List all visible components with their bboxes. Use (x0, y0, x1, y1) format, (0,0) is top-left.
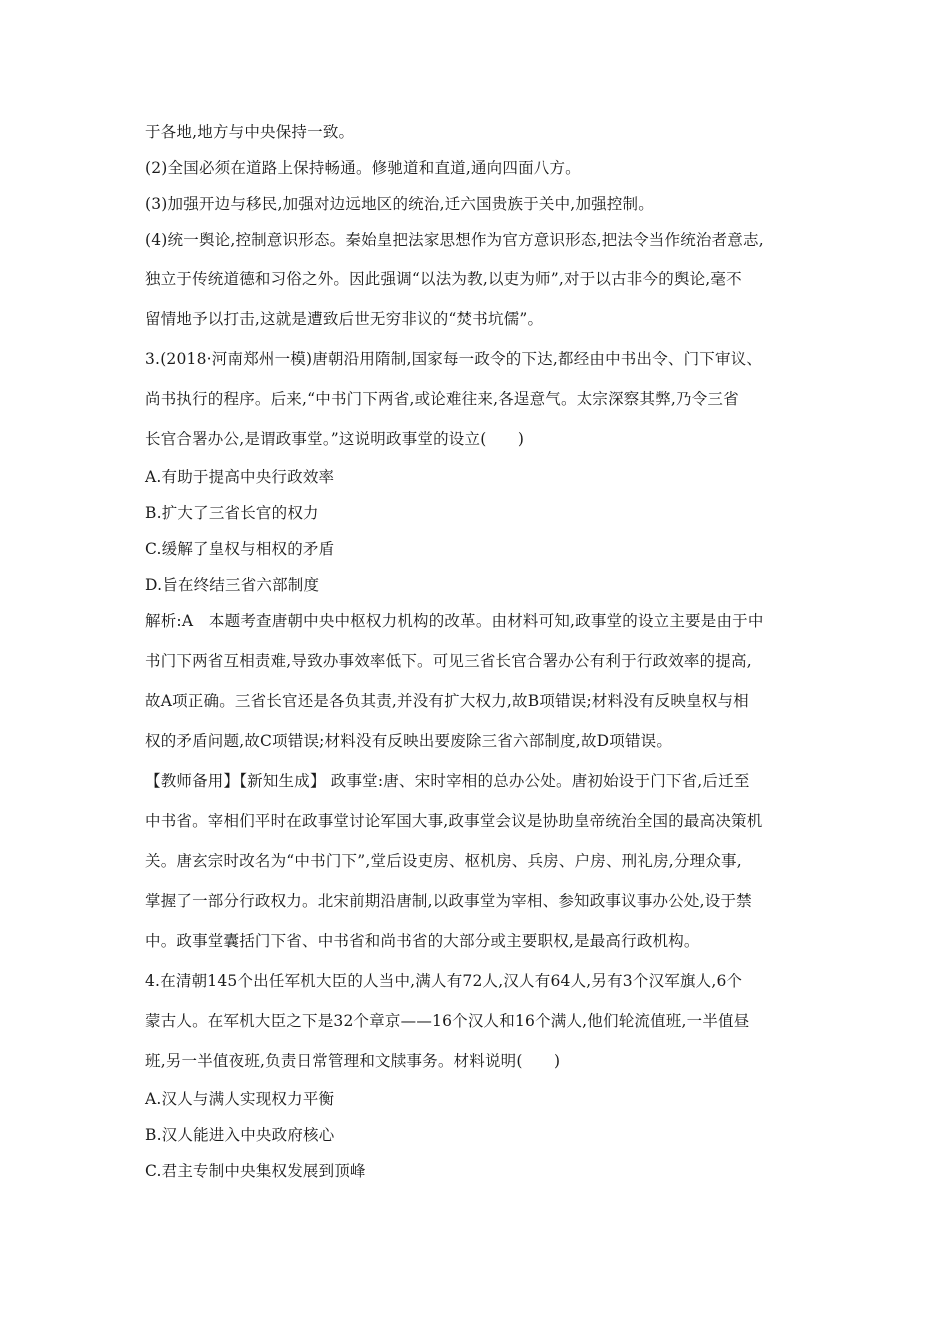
analysis-text: 书门下两省互相责难,导致办事效率低下。可见三省长官合署办公有利于行政效率的提高, (145, 652, 752, 670)
text-line: 于各地,地方与中央保持一致。 (145, 123, 355, 141)
teacher-note: 中书省。宰相们平时在政事堂讨论军国大事,政事堂会议是协助皇帝统治全国的最高决策机 (145, 812, 763, 830)
teacher-note: 中。政事堂囊括门下省、中书省和尚书省的大部分或主要职权,是最高行政机构。 (145, 932, 700, 950)
question-4-stem: 4.在清朝145个出任军机大臣的人当中,满人有72人,汉人有64人,另有3个汉军旗人,6个 (145, 972, 743, 990)
question-4-option-a: A.汉人与满人实现权力平衡 (145, 1090, 335, 1108)
question-3-stem: 3.(2018·河南郑州一模)唐朝沿用隋制,国家每一政令的下达,都经由中书出令、门下审议、 (145, 350, 763, 368)
teacher-note: 关。唐玄宗时改名为“中书门下”,堂后设吏房、枢机房、兵房、户房、刑礼房,分理众事, (145, 852, 742, 870)
question-3-stem: 尚书执行的程序。后来,“中书门下两省,或论难往来,各逞意气。太宗深察其弊,乃令三省 (145, 390, 739, 408)
analysis-text: 权的矛盾问题,故C项错误;材料没有反映出要废除三省六部制度,故D项错误。 (145, 732, 673, 750)
teacher-note: 【教师备用】【新知生成】 政事堂:唐、宋时宰相的总办公处。唐初始设于门下省,后迁至 (145, 772, 750, 790)
text-line: 独立于传统道德和习俗之外。因此强调“以法为教,以吏为师”,对于以古非今的舆论,毫不 (145, 270, 742, 288)
text-line: (2)全国必须在道路上保持畅通。修驰道和直道,通向四面八方。 (145, 159, 581, 177)
analysis-text: 解析:A 本题考查唐朝中央中枢权力机构的改革。由材料可知,政事堂的设立主要是由于中 (145, 612, 764, 630)
question-4-option-b: B.汉人能进入中央政府核心 (145, 1126, 335, 1144)
question-4-stem: 蒙古人。在军机大臣之下是32个章京——16个汉人和16个满人,他们轮流值班,一半值昼 (145, 1012, 750, 1030)
teacher-note: 掌握了一部分行政权力。北宋前期沿唐制,以政事堂为宰相、参知政事议事办公处,设于禁 (145, 892, 752, 910)
question-3-option-b: B.扩大了三省长官的权力 (145, 504, 319, 522)
question-4-option-c: C.君主专制中央集权发展到顶峰 (145, 1162, 366, 1180)
text-line: (4)统一舆论,控制意识形态。秦始皇把法家思想作为官方意识形态,把法令当作统治者意志, (145, 231, 764, 249)
question-4-stem: 班,另一半值夜班,负责日常管理和文牍事务。材料说明( ) (145, 1052, 561, 1070)
text-line: 留情地予以打击,这就是遭致后世无穷非议的“焚书坑儒”。 (145, 310, 544, 328)
question-3-option-d: D.旨在终结三省六部制度 (145, 576, 320, 594)
text-line: (3)加强开边与移民,加强对边远地区的统治,迁六国贵族于关中,加强控制。 (145, 195, 654, 213)
question-3-option-c: C.缓解了皇权与相权的矛盾 (145, 540, 335, 558)
question-3-stem: 长官合署办公,是谓政事堂。”这说明政事堂的设立( ) (145, 430, 525, 448)
analysis-text: 故A项正确。三省长官还是各负其责,并没有扩大权力,故B项错误;材料没有反映皇权与相 (145, 692, 749, 710)
question-3-option-a: A.有助于提高中央行政效率 (145, 468, 335, 486)
